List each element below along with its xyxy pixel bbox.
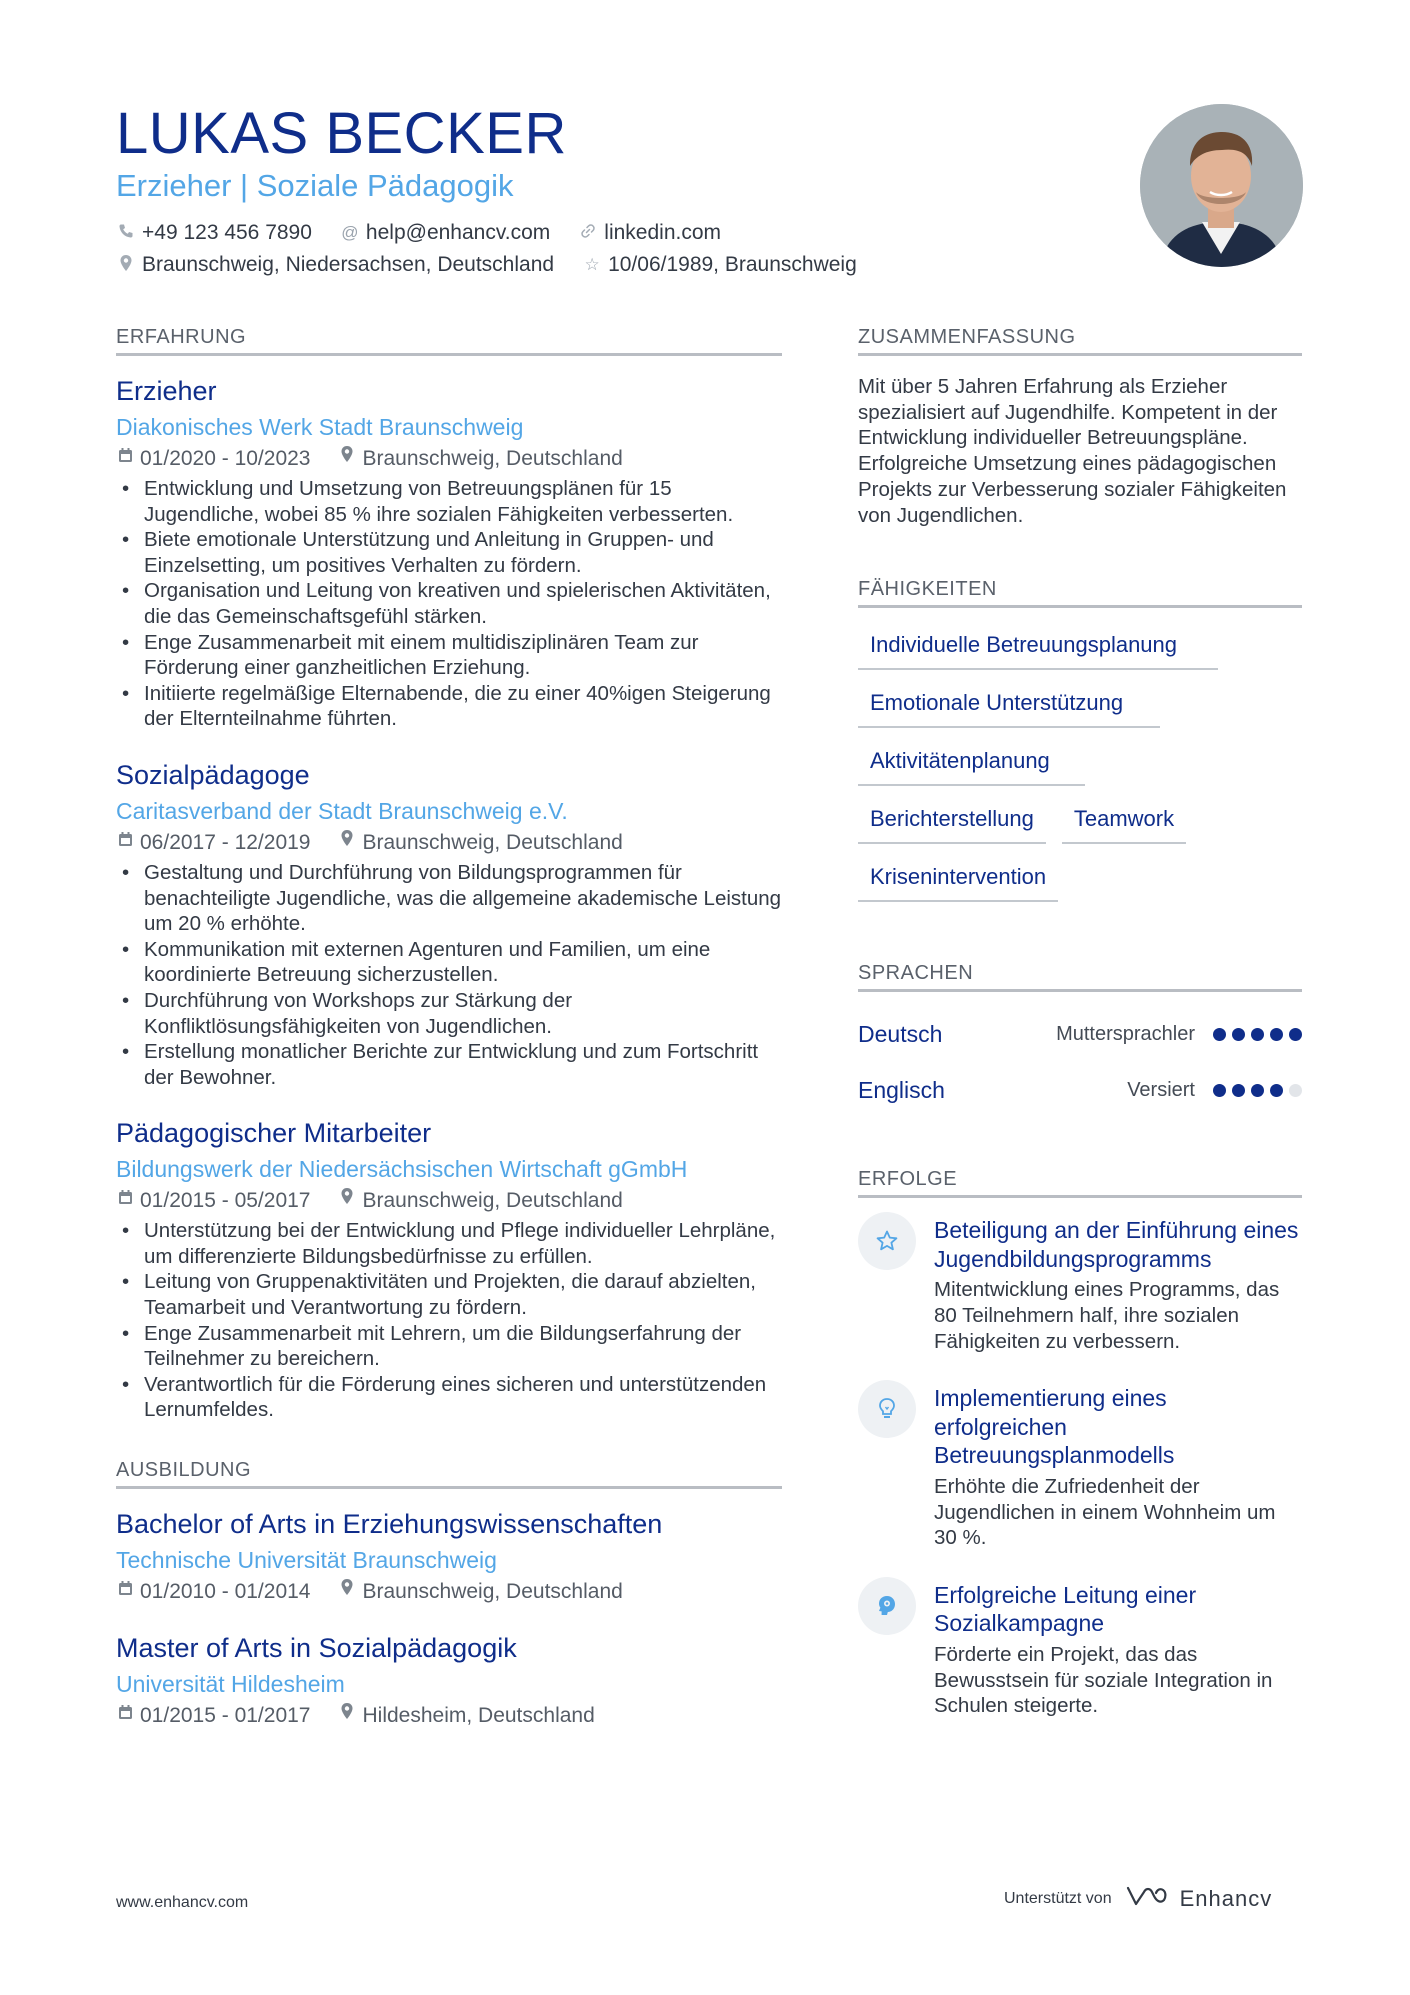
rating-dot xyxy=(1289,1084,1302,1097)
rating-dot xyxy=(1213,1028,1226,1041)
language-row xyxy=(858,1062,1302,1118)
job-dates xyxy=(116,828,310,858)
job-dates-text: 01/2015 - 05/2017 xyxy=(140,1189,311,1213)
language-name: Englisch xyxy=(858,1076,945,1103)
section-title-languages: SPRACHEN xyxy=(858,962,1302,992)
email-text[interactable]: help@enhancv.com xyxy=(365,221,551,244)
job-bullet: • Erstellung monatlicher Berichte zur Entwicklung und zum Fortschritt der Bewohner. xyxy=(116,1039,782,1090)
candidate-title: Erzieher | Soziale Pädagogik xyxy=(116,168,514,203)
achievement-desc: Mitentwicklung eines Programms, das 80 Teilnehmern half, ihre sozialen Fähigkeiten zu verbessern. xyxy=(934,1278,1280,1353)
job-meta xyxy=(116,828,782,858)
job-bullets xyxy=(116,1218,782,1423)
phone-text: +49 123 456 7890 xyxy=(142,221,312,244)
job-bullets xyxy=(116,860,782,1090)
rating-dot xyxy=(1251,1028,1264,1041)
job-bullet: • Gestaltung und Durchführung von Bildungsprogrammen für benachteiligte Jugendliche, was die allgemeine akademische Leistung um 20 % erhöhte. xyxy=(116,860,782,937)
job-role: Sozialpädagoge xyxy=(116,759,310,790)
achievement-item xyxy=(858,1384,1302,1551)
job-bullet: • Kommunikation mit externen Agenturen und Familien, um eine koordinierte Betreuung sicherzustellen. xyxy=(116,937,782,988)
left-column xyxy=(116,326,782,1755)
location-pin-icon xyxy=(116,254,136,277)
calendar-icon xyxy=(116,444,134,474)
calendar-icon xyxy=(116,1186,134,1216)
experience-item xyxy=(116,374,782,732)
achievement-body xyxy=(934,1384,1302,1551)
achievement-title: Erfolgreiche Leitung einer Sozialkampagne xyxy=(934,1581,1197,1637)
calendar-icon xyxy=(116,828,134,858)
location-pin-icon xyxy=(338,1701,356,1731)
language-row xyxy=(858,1006,1302,1062)
achievement-desc: Förderte ein Projekt, das das Bewusstsein für soziale Integration in Schulen steigerte. xyxy=(934,1642,1273,1718)
phone-icon xyxy=(116,223,136,244)
language-name: Deutsch xyxy=(858,1020,943,1047)
section-title-education: AUSBILDUNG xyxy=(116,1459,782,1489)
language-rating xyxy=(1213,1084,1302,1097)
star-icon xyxy=(858,1212,916,1270)
lightbulb-icon xyxy=(858,1380,916,1438)
achievement-title: Beteiligung an der Einführung eines Jugendbildungsprogramms xyxy=(934,1217,1299,1272)
footer-website[interactable]: www.enhancv.com xyxy=(116,1894,249,1911)
section-title-experience: ERFAHRUNG xyxy=(116,326,782,356)
experience-item xyxy=(116,1116,782,1423)
job-company: Bildungswerk der Niedersächsischen Wirtschaft gGmbH xyxy=(116,1156,688,1183)
calendar-icon xyxy=(116,1577,134,1607)
experience-list xyxy=(116,374,782,1423)
skills-list xyxy=(858,626,1302,902)
experience-item xyxy=(116,758,782,1090)
linkedin-text[interactable]: linkedin.com xyxy=(604,221,722,244)
edu-dates-text: 01/2015 - 01/2017 xyxy=(140,1704,311,1728)
contact-phone xyxy=(116,221,312,245)
job-bullet: • Verantwortlich für die Förderung eines sicheren und unterstützenden Lernumfeldes. xyxy=(116,1372,782,1423)
edu-location xyxy=(338,1577,622,1607)
job-company: Caritasverband der Stadt Braunschweig e.V. xyxy=(116,797,568,824)
contact-location xyxy=(116,253,554,277)
rating-dot xyxy=(1213,1084,1226,1097)
edu-degree: Bachelor of Arts in Erziehungswissenschaften xyxy=(116,1509,663,1540)
achievement-desc: Erhöhte die Zufriedenheit der Jugendlichen in einem Wohnheim um 30 %. xyxy=(934,1474,1276,1550)
skill-tag: Berichterstellung xyxy=(858,800,1046,844)
edu-meta xyxy=(116,1577,782,1607)
rating-dot xyxy=(1232,1084,1245,1097)
section-title-achievements: ERFOLGE xyxy=(858,1168,1302,1198)
contact-birth xyxy=(582,253,857,277)
job-location xyxy=(338,444,622,474)
contact-row-2 xyxy=(116,253,857,277)
language-rating xyxy=(1213,1028,1302,1041)
skill-tag: Emotionale Unterstützung xyxy=(858,684,1160,728)
location-pin-icon xyxy=(338,444,356,474)
job-bullet: • Biete emotionale Unterstützung und Anleitung in Gruppen- und Einzelsetting, um positives Verhalten zu fördern. xyxy=(116,527,782,578)
edu-meta xyxy=(116,1701,782,1731)
job-location xyxy=(338,828,622,858)
at-icon: @ xyxy=(341,223,359,242)
language-level: Muttersprachler xyxy=(1056,1022,1195,1045)
job-bullet: • Organisation und Leitung von kreativen und spielerischen Aktivitäten, die das Gemeinschaftsgefühl stärken. xyxy=(116,578,782,629)
job-company: Diakonisches Werk Stadt Braunschweig xyxy=(116,414,524,440)
achievement-item xyxy=(858,1216,1302,1354)
rating-dot xyxy=(1270,1028,1283,1041)
achievement-body xyxy=(934,1216,1302,1354)
job-meta xyxy=(116,1186,782,1216)
achievement-item xyxy=(858,1581,1302,1719)
job-dates-text: 01/2020 - 10/2023 xyxy=(140,447,311,470)
edu-school: Universität Hildesheim xyxy=(116,1671,345,1698)
location-pin-icon xyxy=(338,1577,356,1607)
job-role: Erzieher xyxy=(116,376,217,406)
achievement-body xyxy=(934,1581,1302,1719)
skill-tag: Krisenintervention xyxy=(858,858,1058,902)
edu-school: Technische Universität Braunschweig xyxy=(116,1547,497,1574)
job-meta xyxy=(116,444,782,474)
languages-list xyxy=(858,1006,1302,1118)
education-item xyxy=(116,1507,782,1607)
edu-dates-text: 01/2010 - 01/2014 xyxy=(140,1580,311,1604)
skill-tag: Aktivitätenplanung xyxy=(858,742,1085,786)
location-pin-icon xyxy=(338,1186,356,1216)
summary-text: Mit über 5 Jahren Erfahrung als Erzieher spezialisiert auf Jugendhilfe. Kompetent in der Entwicklung individueller Betreuungspläne. Erfolgreiche Umsetzung eines pädagogischen Projekts zur Verbesserung sozialer Fähigkeiten von Jugendlichen. xyxy=(858,375,1287,527)
edu-location-text: Hildesheim, Deutschland xyxy=(362,1704,595,1728)
job-bullet: • Enge Zusammenarbeit mit einem multidisziplinären Team zur Förderung einer ganzheitlichen Erziehung. xyxy=(116,630,782,681)
education-item xyxy=(116,1631,782,1731)
achievement-title: Implementierung eines erfolgreichen Betreuungsplanmodells xyxy=(934,1385,1175,1469)
job-bullet: • Unterstützung bei der Entwicklung und Pflege individueller Lehrpläne, um differenzierte Bildungsbedürfnisse zu erfüllen. xyxy=(116,1218,782,1269)
edu-degree: Master of Arts in Sozialpädagogik xyxy=(116,1633,517,1664)
rating-dot xyxy=(1251,1084,1264,1097)
skill-tag: Individuelle Betreuungsplanung xyxy=(858,626,1218,670)
job-location-text: Braunschweig, Deutschland xyxy=(362,447,623,470)
contact-linkedin[interactable] xyxy=(578,221,721,245)
rating-dot xyxy=(1289,1028,1302,1041)
job-dates xyxy=(116,444,310,474)
section-title-skills: FÄHIGKEITEN xyxy=(858,578,1302,608)
rating-dot xyxy=(1270,1084,1283,1097)
footer-powered-by xyxy=(1004,1884,1272,1913)
candidate-name: LUKAS BECKER xyxy=(116,101,567,166)
job-bullet: • Entwicklung und Umsetzung von Betreuungsplänen für 15 Jugendliche, wobei 85 % ihre sozialen Fähigkeiten verbesserten. xyxy=(116,476,782,527)
section-title-summary: ZUSAMMENFASSUNG xyxy=(858,326,1302,356)
calendar-icon xyxy=(116,1701,134,1731)
job-location-text: Braunschweig, Deutschland xyxy=(362,1189,623,1213)
job-dates-text: 06/2017 - 12/2019 xyxy=(140,830,311,854)
enhancv-logo-icon xyxy=(1124,1884,1168,1913)
footer-brand: Enhancv xyxy=(1179,1885,1273,1911)
contact-email[interactable] xyxy=(340,221,550,245)
edu-dates xyxy=(116,1577,310,1607)
job-bullet: • Enge Zusammenarbeit mit Lehrern, um die Bildungserfahrung der Teilnehmer zu bereichern. xyxy=(116,1321,782,1372)
contact-row-1 xyxy=(116,221,721,245)
edu-location-text: Braunschweig, Deutschland xyxy=(362,1580,623,1604)
job-location-text: Braunschweig, Deutschland xyxy=(362,830,623,854)
edu-dates xyxy=(116,1701,310,1731)
right-column xyxy=(858,326,1302,1749)
location-text: Braunschweig, Niedersachsen, Deutschland xyxy=(142,253,555,276)
skill-tag: Teamwork xyxy=(1062,800,1186,844)
footer-powered-text: Unterstützt von xyxy=(1004,1889,1112,1907)
link-icon xyxy=(578,223,598,244)
birth-text: 10/06/1989, Braunschweig xyxy=(608,253,857,276)
job-dates xyxy=(116,1186,310,1216)
job-bullet: • Initiierte regelmäßige Elternabende, die zu einer 40%igen Steigerung der Elternteilnahme führten. xyxy=(116,681,782,732)
avatar xyxy=(1140,104,1303,267)
rating-dot xyxy=(1232,1028,1245,1041)
head-icon xyxy=(858,1577,916,1635)
job-role: Pädagogischer Mitarbeiter xyxy=(116,1118,432,1149)
job-bullet: • Leitung von Gruppenaktivitäten und Projekten, die darauf abzielten, Teamarbeit und Verantwortung zu fördern. xyxy=(116,1269,782,1320)
job-bullets xyxy=(116,476,782,732)
edu-location xyxy=(338,1701,594,1731)
job-location xyxy=(338,1186,622,1216)
job-bullet: • Durchführung von Workshops zur Stärkung der Konfliktlösungsfähigkeiten von Jugendlichen. xyxy=(116,988,782,1039)
language-level: Versiert xyxy=(1127,1078,1195,1101)
location-pin-icon xyxy=(338,828,356,858)
star-outline-icon: ☆ xyxy=(584,255,600,274)
